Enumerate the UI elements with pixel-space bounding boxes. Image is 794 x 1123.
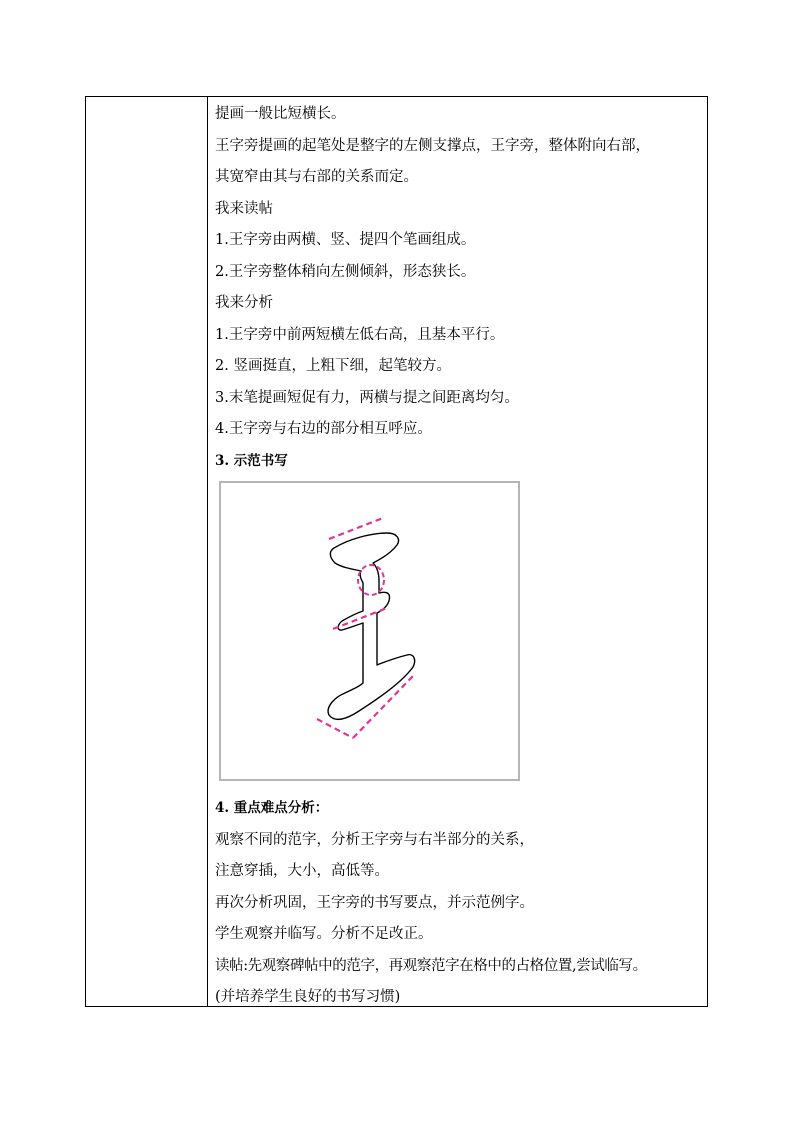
demo-character-figure: [219, 481, 520, 781]
text-line: 1.王字旁中前两短横左低右高，且基本平行。: [215, 326, 505, 343]
text-line: (并培养学生良好的书写习惯): [215, 989, 401, 1005]
lesson-table: [85, 96, 708, 1007]
column-divider: [207, 97, 208, 1006]
subheading-analyze: 我来分析: [215, 295, 273, 311]
text-line: 观察不同的范字，分析王字旁与右半部分的关系，: [215, 831, 534, 848]
text-line: 王字旁提画的起笔处是整字的左侧支撑点，王字旁，整体附向右部，: [215, 137, 650, 154]
wang-radical-illustration: [221, 483, 518, 779]
text-line: 1.王字旁由两横、竖、提四个笔画组成。: [215, 232, 476, 248]
text-line: 3.末笔提画短促有力，两横与提之间距离均匀。: [215, 389, 519, 406]
text-line: 其宽窄由其与右部的关系而定。: [215, 169, 418, 185]
guide-line-rising-stroke: [317, 719, 353, 738]
text-line: 2.王字旁整体稍向左侧倾斜，形态狭长。: [215, 263, 476, 280]
subheading-read: 我来读帖: [215, 200, 273, 217]
text-line: 4.王字旁与右边的部分相互呼应。: [215, 421, 432, 437]
heading-demo-writing: 3. 示范书写: [215, 452, 288, 469]
guide-line-first-horizontal: [329, 518, 383, 539]
guide-line-rising-stroke-slant: [353, 676, 413, 738]
text-line: 读帖:先观察碑帖中的范字，再观察范字在格中的占格位置,尝试临写。: [215, 957, 647, 974]
guide-line-second-horizontal: [333, 608, 387, 629]
text-line: 2. 竖画挺直，上粗下细，起笔较方。: [215, 358, 451, 374]
character-outline: [328, 533, 415, 719]
text-line: 学生观察并临写。分析不足改正。: [215, 926, 433, 942]
figure-area: [215, 477, 705, 793]
lesson-content-cell: [215, 99, 705, 1014]
heading-key-points: 4. 重点难点分析：: [215, 800, 329, 816]
text-line: 注意穿插，大小，高低等。: [215, 863, 389, 879]
text-line: 提画一般比短横长。: [215, 106, 346, 122]
text-line: 再次分析巩固，王字旁的书写要点，并示范例字。: [215, 894, 534, 911]
